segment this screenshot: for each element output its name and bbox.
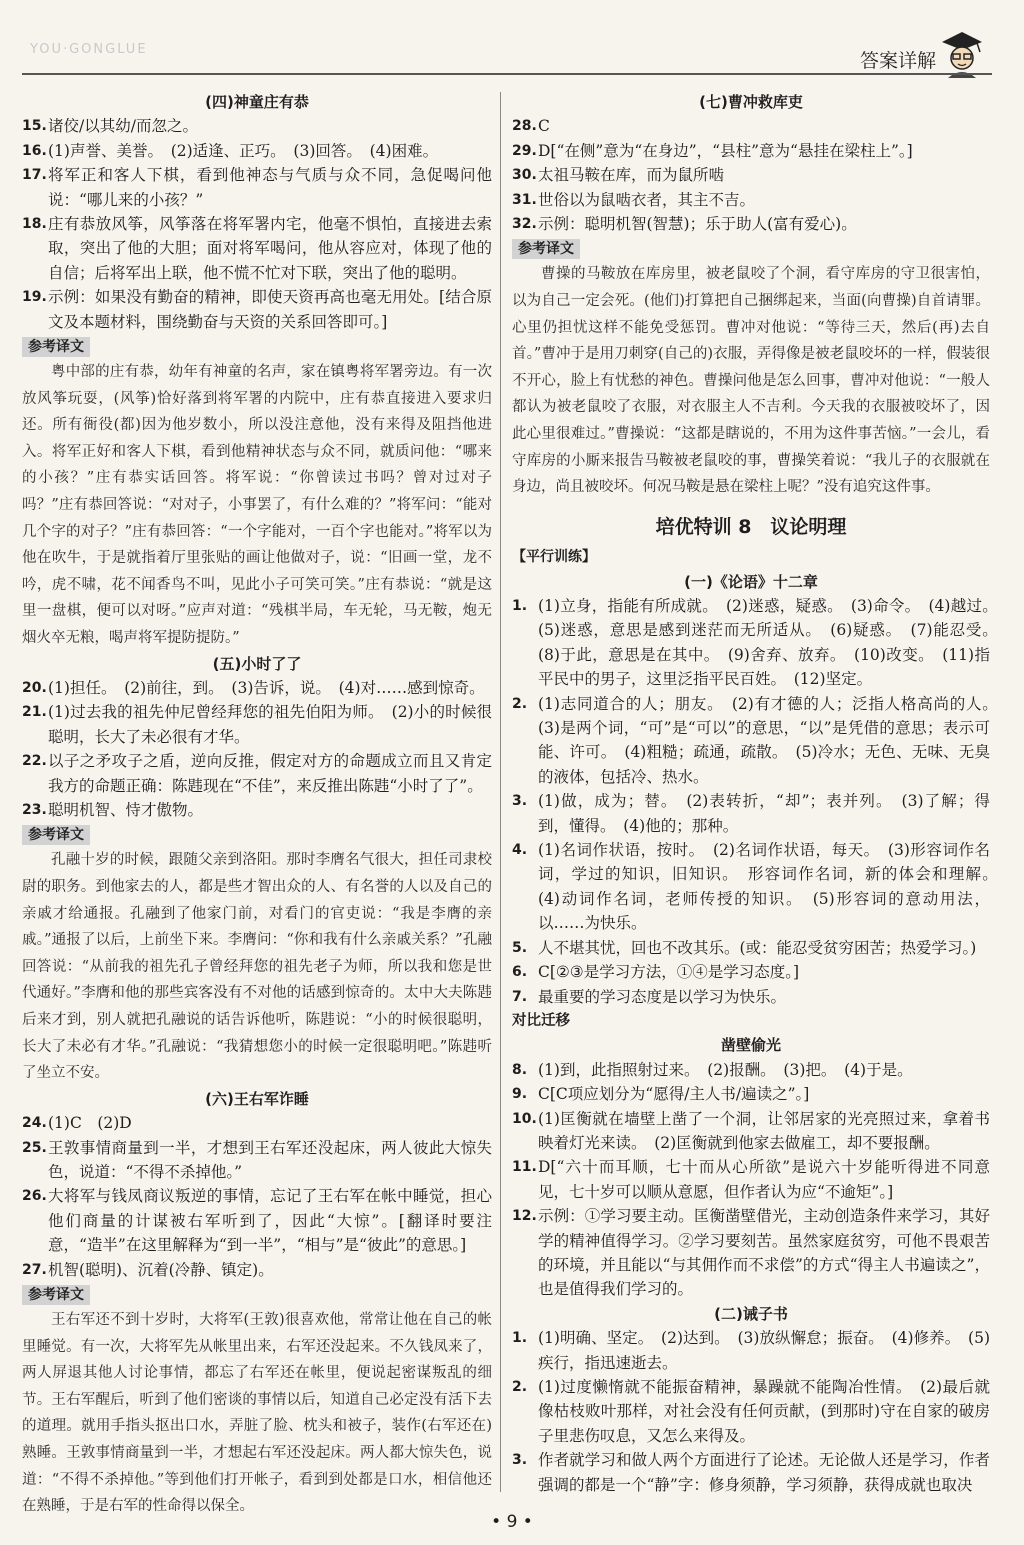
answer-item [22,1136,492,1185]
translation-label: 参考译文 [22,337,90,357]
item-text: 示例：①学习要主动。匡衡凿壁借光，主动创造条件来学习，其好学的精神值得学习。②学习要刻苦。虽然家庭贫穷，可他不畏艰苦的环境，并且能以“与其佣作而不求偿”的方式“得主人书遍读之”，也是值得我们学习的。 [538,1207,990,1299]
item-text: (1)明确、坚定。 (2)达到。 (3)放纵懈怠；振奋。 (4)修养。 (5)疾行，指迅速逝去。 [538,1329,990,1372]
item-number: 23. [22,802,47,819]
translation-label: 参考译文 [22,825,90,845]
parallel-training-label: 【平行训练】 [512,549,596,566]
answer-item [512,212,990,236]
right-column [512,90,1006,1497]
translation-label: 参考译文 [22,1285,90,1305]
answer-item [22,1111,492,1135]
translation-label: 参考译文 [512,239,580,259]
page-number: • 9 • [491,1512,533,1532]
item-number: 27. [22,1261,47,1278]
item-number: 26. [22,1188,47,1205]
item-number: 16. [22,142,47,159]
answer-item [512,936,990,960]
item-text: 将军正和客人下棋，看到他神态与气质与众不同，急促喝问他说：“哪儿来的小孩？” [48,166,492,209]
answer-item [22,1184,492,1257]
item-number: 32. [512,216,537,233]
item-number: 21. [22,704,47,721]
item-number: 7. [512,988,528,1005]
answer-item [22,285,492,334]
answer-item [512,960,990,984]
item-text: 王敦事情商量到一半，才想到王右军还没起床，两人彼此大惊失色，说道：“不得不杀掉他。” [48,1138,492,1181]
section-title: 凿壁偷光 [720,1036,781,1055]
item-number: 18. [22,216,47,233]
item-text: 聪明机智、恃才傲物。 [48,801,204,820]
item-text: 人不堪其忧，回也不改其乐。(或：能忍受贫穷困苦；热爱学习。) [538,938,977,957]
item-number: 17. [22,167,47,184]
item-number: 15. [22,118,47,135]
item-number: 3. [512,1452,528,1469]
answer-item [22,676,492,700]
item-text: (1)志同道合的人；朋友。 (2)有才德的人；泛指人格高尚的人。 (3)是两个词，“可”是“可以”的意思，“以”是凭借的意思；表示可能、许可。 (4)粗糙；疏通，疏散。 (5)冷水；无色、无味、无臭的液体，包括冷、热水。 [538,694,1006,786]
item-text: 庄有恭放风筝，风筝落在将军署内宅，他毫不惧怕，直接进去索取，突出了他的大胆；面对将军喝问，他从容应对，体现了他的自信；后将军出上联，他不慌不忙对下联，突出了他的聪明。 [48,215,492,282]
section-title: (二)诫子书 [714,1304,788,1323]
answer-item [512,1375,990,1448]
header-title: 答案详解 [859,50,936,72]
answer-item [512,163,990,187]
section-title: (五)小时了了 [212,654,302,673]
item-text: (1)做，成为；替。 (2)表转折，“却”；表并列。 (3)了解；得到，懂得。 (4)他的；那种。 [538,792,990,835]
item-text: (1)担任。 (2)前往，到。 (3)告诉，说。 (4)对……感到惊奇。 [48,679,485,697]
item-number: 8. [512,1061,528,1078]
answer-item [512,1058,990,1082]
answer-item [512,1204,990,1302]
answer-item [22,1258,492,1282]
item-text: C[②③是学习方法，①④是学习态度。] [538,963,799,982]
section-title: (四)神童庄有恭 [205,93,309,111]
item-number: 4. [512,842,528,859]
answer-item [22,163,492,212]
answer-item [22,139,492,163]
item-text: (1)C (2)D [48,1114,132,1133]
item-text: 示例：聪明机智(智慧)；乐于助人(富有爱心)。 [538,215,857,234]
item-text: 机智(聪明)、沉着(冷静、镇定)。 [48,1260,274,1279]
item-number: 10. [512,1110,537,1127]
answer-item [512,188,990,212]
item-text: C [538,117,550,136]
answer-item [512,1326,990,1375]
mascot-icon [940,28,984,78]
answer-item [512,1155,990,1204]
item-text: D[“在侧”意为“在身边”，“县柱”意为“悬挂在梁柱上”。] [538,141,913,160]
section-title: (七)曹冲救库吏 [699,93,803,111]
answer-item [512,985,990,1009]
item-text: 世俗以为鼠啮衣者，其主不吉。 [538,190,756,209]
item-text: (1)声誉、美誉。 (2)适逢、正巧。 (3)回答。 (4)困难。 [48,141,439,160]
item-text: 最重要的学习态度是以学习为快乐。 [538,987,787,1006]
item-text: (1)名词作状语，按时。 (2)名词作状语，每天。 (3)形容词作名词，学过的知识，旧知识。 形容词作名词，新的体会和理解。 (4)动词作名词，老师传授的知识。 (5)形容词的意动用法，以……为快乐。 [538,841,1006,933]
answer-item [512,594,1006,692]
item-number: 1. [512,598,528,614]
item-number: 12. [512,1208,537,1225]
answer-item [512,114,990,138]
answer-item [22,114,492,138]
item-number: 11. [512,1159,537,1176]
translation-text: 孔融十岁的时候，跟随父亲到洛阳。那时李膺名气很大，担任司隶校尉的职务。到他家去的人，都是些才智出众的人、有名誉的人以及自己的亲戚才给通报。孔融到了他家门前，对看门的官吏说：“我是李膺的亲戚。”通报了以后，上前坐下来。李膺问：“你和我有什么亲戚关系？”孔融回答说：“从前我的祖先孔子曾经拜您的祖先老子为师，所以我和您是世代通好。”李膺和他的那些宾客没有不对他的话感到惊奇的。太中大夫陈韪后来才到，别人就把孔融说的话告诉他听，陈韪说：“小的时候很聪明，长大了未必有才华。”孔融说：“我猜想您小的时候一定很聪明吧。”陈韪听了坐立不安。 [22,852,492,1082]
item-text: (1)匡衡就在墙壁上凿了一个洞，让邻居家的光亮照过来，拿着书映着灯光来读。 (2)匡衡就到他家去做雇工，却不要报酬。 [538,1109,990,1152]
answer-item [512,789,990,838]
answer-item [22,212,492,285]
item-number: 2. [512,695,528,712]
brand-watermark: YOU·GONGLUE [30,42,148,57]
item-text: 大将军与钱凤商议叛逆的事情，忘记了王右军在帐中睡觉，担心他们商量的计谋被右军听到了，因此“大惊”。[翻译时要注意，“造半”在这里解释为“到一半”，“相与”是“彼此”的意思。] [48,1187,492,1255]
item-text: (1)立身，指能有所成就。 (2)迷惑，疑惑。 (3)命令。 (4)越过。 (5)迷惑，意思是感到迷茫而无所适从。 (6)疑惑。 (7)能忍受。 (8)于此，意思是在其中。 (9)舍弃、放弃。 (10)改变。 (11)指平民中的男子，这里泛指平民百姓。 (12)坚定。 [538,597,1006,689]
answer-item [22,749,492,798]
answer-item [512,139,990,163]
item-number: 20. [22,680,47,696]
item-number: 2. [512,1379,528,1395]
answer-item [512,838,1006,936]
answer-item [22,798,492,822]
compare-label: 对比迁移 [512,1012,570,1029]
item-number: 22. [22,753,47,770]
item-number: 19. [22,289,47,306]
item-number: 28. [512,118,537,135]
item-number: 6. [512,964,528,981]
item-text: (1)过度懒惰就不能振奋精神，暴躁就不能陶冶性情。 (2)最后就像枯枝败叶那样，对社会没有任何贡献，(到那时)守在自家的破房子里悲伤叹息，又怎么来得及。 [538,1378,990,1445]
answer-item [512,1082,990,1106]
translation-text: 王右军还不到十岁时，大将军(王敦)很喜欢他，常常让他在自己的帐里睡觉。有一次，大将军先从帐里出来，右军还没起来。不久钱凤来了，两人屏退其他人讨论事情，都忘了右军还在帐里，便说起密谋叛乱的细节。王右军醒后，听到了他们密谈的事情以后，知道自己必定没有活下去的道理。就用手指头抠出口水，弄脏了脸、枕头和被子，装作(右军还在)熟睡。王敦事情商量到一半，才想起右军还没起床。两人都大惊失色，说道：“不得不杀掉他。”等到他们打开帐子，看到到处都是口水，相信他还在熟睡，于是右军的性命得以保全。 [22,1312,492,1515]
section-title: (一)《论语》十二章 [684,572,818,591]
item-text: (1)到，此指照射过来。 (2)报酬。 (3)把。 (4)于是。 [538,1060,913,1079]
item-text: D[“六十而耳顺，七十而从心所欲”是说六十岁能听得进不同意见，七十岁可以顺从意愿，但作者认为应“不逾矩”。] [538,1158,990,1201]
translation-text: 曹操的马鞍放在库房里，被老鼠咬了个洞，看守库房的守卫很害怕，以为自己一定会死。(他们)打算把自己捆绑起来，当面(向曹操)自首请罪。心里仍担忧这样不能免受惩罚。曹冲对他说：“等待三天，然后(再)去自首。”曹冲于是用刀刺穿(自己的)衣服，弄得像是被老鼠咬坏的一样，假装很不开心，脸上有忧愁的神色。曹操问他是怎么回事，曹冲对他说：“一般人都认为被老鼠咬了衣服，对衣服主人不吉利。今天我的衣服被咬坏了，因此心里很难过。”曹操说：“这都是瞎说的，不用为这件事苦恼。”一会儿，看守库房的小厮来报告马鞍被老鼠咬的事，曹操笑着说：“我儿子的衣服就在身边，尚且被咬坏。何况马鞍是悬在梁柱上呢？”没有追究这件事。 [512,266,990,496]
section-title: (六)王右军诈睡 [205,1089,309,1108]
item-text: 示例：如果没有勤奋的精神，即使天资再高也毫无用处。[结合原文及本题材料，围绕勤奋与天资的关系回答即可。] [48,288,492,331]
item-number: 5. [512,939,528,956]
item-text: 以子之矛攻子之盾，逆向反推，假定对方的命题成立而且又肯定我方的命题正确：陈韪现在“不佳”，来反推出陈韪“小时了了”。 [48,752,492,795]
item-text: 太祖马鞍在库，而为鼠所啮 [538,166,725,185]
translation-text: 粤中部的庄有恭，幼年有神童的名声，家在镇粤将军署旁边。有一次放风筝玩耍，(风筝)恰好落到将军署的内院中，庄有恭直接进入要求归还。所有衙役(都)因为他岁数小，所以没注意他，没有来得及阻挡他进入。将军正好和客人下棋，看到他精神状态与众不同，就质问他：“哪来的小孩？”庄有恭实话回答。将军说：“你曾读过书吗？曾对过对子吗？”庄有恭回答说：“对对子，小事罢了，有什么难的？”将军问：“能对几个字的对子？”庄有恭回答：“一个字能对，一百个字也能对。”将军以为他在吹牛，于是就指着厅里张贴的画让他做对子，说：“旧画一堂，龙不吟，虎不啸，花不闻香鸟不叫，见此小子可笑可笑。”庄有恭说：“就是这里一盘棋，便可以对呀。”应声对道：“残棋半局，车无轮，马无鞍，炮无烟火卒无粮，喝声将军提防提防。” [22,364,492,646]
answer-item [512,692,1006,790]
item-text: (1)过去我的祖先仲尼曾经拜您的祖先伯阳为师。 (2)小的时候很聪明，长大了未必很有才华。 [48,703,492,746]
answer-item [512,1448,990,1497]
item-text: C[C项应划分为“愿得/主人书/遍读之”。] [538,1085,810,1104]
item-number: 31. [512,191,537,208]
item-number: 25. [22,1139,47,1156]
left-column [22,90,492,1520]
item-number: 9. [512,1086,528,1103]
item-number: 3. [512,793,528,810]
unit-title: 培优特训 8 议论明理 [655,515,847,538]
header-rule [22,73,992,75]
item-number: 24. [22,1115,47,1132]
column-divider [500,92,501,1492]
page-header [0,0,1024,80]
item-number: 30. [512,167,537,184]
item-text: 作者就学习和做人两个方面进行了论述。无论做人还是学习，作者强调的都是一个“静”字：修身须静，学习须静，获得成就也取决 [538,1451,990,1494]
answer-item [22,700,492,749]
answer-item [512,1107,990,1156]
item-number: 29. [512,142,537,159]
item-text: 诸佼/以其幼/而忽之。 [48,117,198,136]
item-number: 1. [512,1330,528,1347]
